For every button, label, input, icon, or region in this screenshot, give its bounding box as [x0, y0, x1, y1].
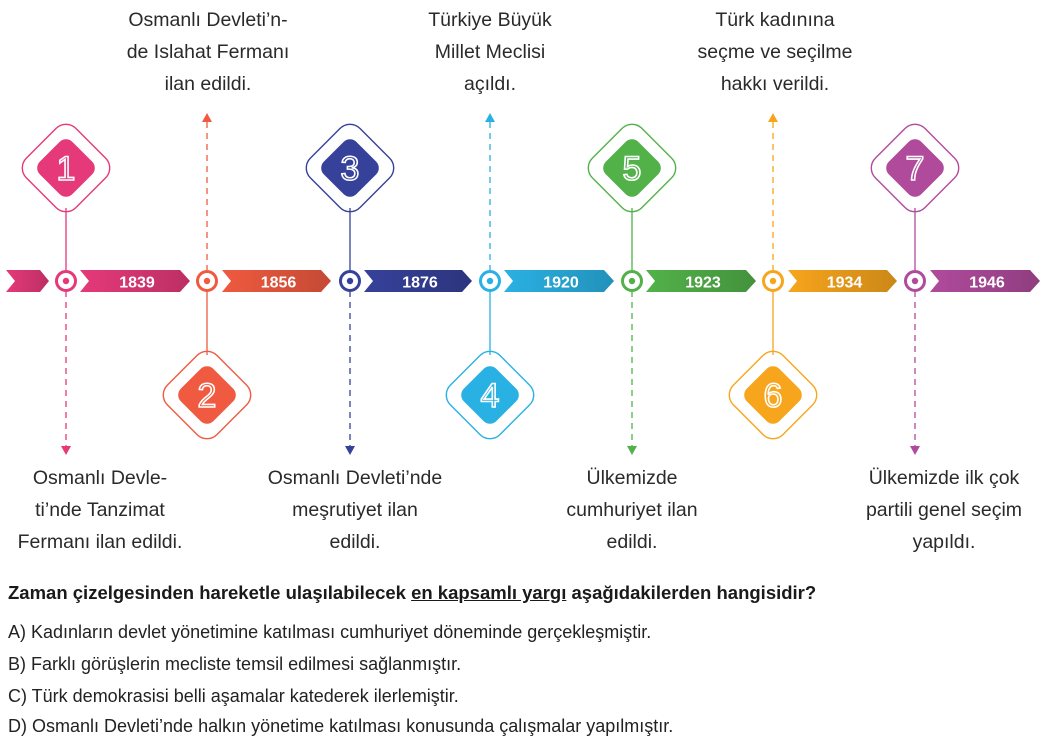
option-a[interactable]: A) Kadınların devlet yönetimine katılması cumhuriyet döneminde gerçekleşmiştir.	[8, 622, 652, 642]
timeline-node-dot	[912, 278, 918, 284]
event-line: meşrutiyet ilan	[292, 499, 418, 521]
event-line: edildi.	[606, 531, 658, 553]
arrow-down-icon	[345, 446, 355, 455]
timeline-node-dot	[770, 278, 776, 284]
arrow-down-icon	[910, 446, 920, 455]
event-1934-text	[670, 4, 880, 100]
timeline-node-dot	[347, 278, 353, 284]
event-line: ti’nde Tanzimat	[35, 499, 165, 521]
event-line: Osmanlı Devle-	[32, 467, 168, 489]
event-line: Ülkemizde	[586, 467, 678, 489]
event-line: Türk kadınına	[715, 9, 835, 31]
year-label: 1856	[260, 274, 297, 292]
event-1946-text	[844, 462, 1044, 558]
arrow-down-icon	[627, 446, 637, 455]
marker-number: 1	[56, 150, 76, 188]
event-1856-text	[108, 4, 308, 100]
event-line: hakkı verildi.	[720, 73, 830, 95]
event-1839-text	[0, 462, 200, 558]
marker-number: 5	[622, 150, 642, 188]
event-line: seçme ve seçilme	[697, 41, 853, 63]
event-line: açıldı.	[463, 73, 517, 95]
timeline-node-dot	[63, 278, 69, 284]
arrow-down-icon	[61, 446, 71, 455]
event-line: Millet Meclisi	[434, 41, 546, 63]
option-b[interactable]: B) Farklı görüşlerin mecliste temsil edilmesi sağlanmıştır.	[8, 654, 462, 674]
question-pre: Zaman çizelgesinden hareketle ulaşılabilecek	[8, 582, 412, 603]
event-1920-text	[390, 4, 590, 100]
timeline-node-dot	[487, 278, 493, 284]
event-line: partili genel seçim	[865, 499, 1023, 521]
question-post: aşağıdakilerden hangisidir?	[566, 582, 817, 603]
lead-arrow	[6, 270, 49, 292]
event-line: edildi.	[329, 531, 381, 553]
arrow-up-icon	[485, 113, 495, 122]
event-line: Osmanlı Devleti’n-	[128, 9, 288, 31]
timeline-node-dot	[204, 278, 210, 284]
event-line: cumhuriyet ilan	[566, 499, 698, 521]
marker-number: 2	[197, 377, 217, 415]
event-1876-text	[250, 462, 460, 558]
event-line: Osmanlı Devleti’nde	[267, 467, 443, 489]
event-1923-text	[532, 462, 732, 558]
option-d[interactable]: D) Osmanlı Devleti’nde halkın yönetime katılması konusunda çalışmalar yapılmıştır.	[8, 716, 674, 736]
arrow-up-icon	[202, 113, 212, 122]
year-label: 1876	[402, 274, 438, 292]
event-line: ilan edildi.	[164, 73, 252, 95]
marker-number: 6	[763, 377, 783, 415]
event-line: de Islahat Fermanı	[126, 41, 290, 63]
marker-number: 4	[480, 377, 500, 415]
marker-number: 7	[905, 150, 925, 188]
event-line: yapıldı.	[912, 531, 976, 553]
timeline-node-dot	[629, 278, 635, 284]
event-line: Ülkemizde ilk çok	[868, 467, 1020, 489]
year-label: 1920	[543, 274, 579, 292]
option-c[interactable]: C) Türk demokrasisi belli aşamalar katederek ilerlemiştir.	[8, 686, 459, 706]
year-label: 1946	[969, 274, 1005, 292]
question-text	[8, 582, 1038, 604]
arrow-up-icon	[768, 113, 778, 122]
event-line: Fermanı ilan edildi.	[17, 531, 183, 553]
event-line: Türkiye Büyük	[428, 9, 552, 31]
year-label: 1923	[685, 274, 721, 292]
marker-number: 3	[340, 150, 360, 188]
year-label: 1839	[119, 274, 155, 292]
question-emphasis: en kapsamlı yargı	[411, 582, 567, 603]
year-label: 1934	[826, 274, 863, 292]
